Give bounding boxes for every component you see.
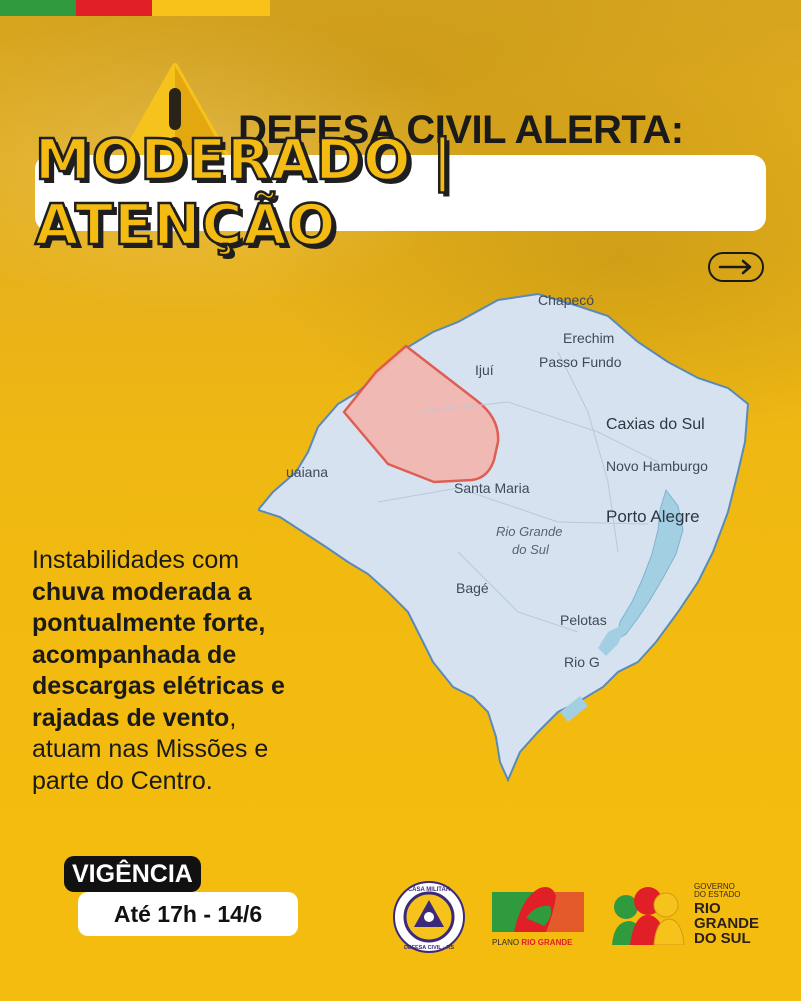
map-label-pelotas: Pelotas — [560, 612, 607, 628]
map-label-uruguaiana: uaiana — [286, 464, 329, 480]
governo-rs-logo — [608, 883, 688, 945]
map-label-santa-maria: Santa Maria — [454, 480, 530, 496]
map-label-chapeco: Chapecó — [538, 292, 595, 308]
map-label-rio-grande: Rio G — [564, 654, 600, 670]
description-bold: descargas elétricas e — [32, 672, 285, 700]
map-label-erechim: Erechim — [563, 330, 615, 346]
svg-text:DEFESA CIVIL · RS: DEFESA CIVIL · RS — [403, 945, 455, 951]
map-label-bage: Bagé — [456, 580, 489, 596]
map-label-passo-fundo: Passo Fundo — [539, 354, 622, 370]
map-label-novo-hamburgo: Novo Hamburgo — [606, 458, 708, 474]
flag-stripe-red — [76, 0, 152, 16]
description-line: parte do Centro. — [32, 766, 213, 795]
map-label-ijui: Ijuí — [475, 362, 494, 378]
alert-description — [32, 545, 372, 797]
alert-level: MODERADO | ATENÇÃO — [35, 128, 454, 258]
map-label-caxias: Caxias do Sul — [606, 416, 705, 433]
flag-stripe-green — [0, 0, 76, 16]
governo-text: GOVERNO DO ESTADO — [694, 882, 741, 899]
svg-text:CASA MILITAR: CASA MILITAR — [407, 887, 451, 893]
description-bold: acompanhada de — [32, 640, 237, 669]
alert-title: DEFESA CIVIL ALERTA: — [238, 108, 684, 152]
arrow-right-icon — [718, 259, 754, 275]
rio-grande-do-sul-text: RIO GRANDE DO SUL — [694, 900, 760, 947]
defesa-civil-seal-logo — [392, 880, 466, 954]
description-line: Instabilidades com — [32, 546, 240, 574]
description-bold: pontualmente forte, — [32, 609, 266, 637]
next-arrow-button[interactable] — [708, 252, 764, 282]
flag-stripe-yellow — [152, 0, 270, 16]
map-label-porto-alegre: Porto Alegre — [606, 507, 700, 526]
map-label-state-line2: do Sul — [512, 542, 549, 557]
validity-value: Até 17h - 14/6 — [78, 892, 298, 936]
map-label-state-line1: Rio Grande — [496, 524, 563, 539]
description-line: atuam nas Missões e — [32, 735, 269, 763]
plano-rio-grande-text: PLANO RIO GRANDE — [492, 938, 573, 947]
description-punct: , — [229, 703, 237, 732]
validity-label: VIGÊNCIA — [64, 856, 201, 892]
description-bold: rajadas de vento — [32, 703, 230, 732]
description-bold: chuva moderada a — [32, 577, 252, 606]
